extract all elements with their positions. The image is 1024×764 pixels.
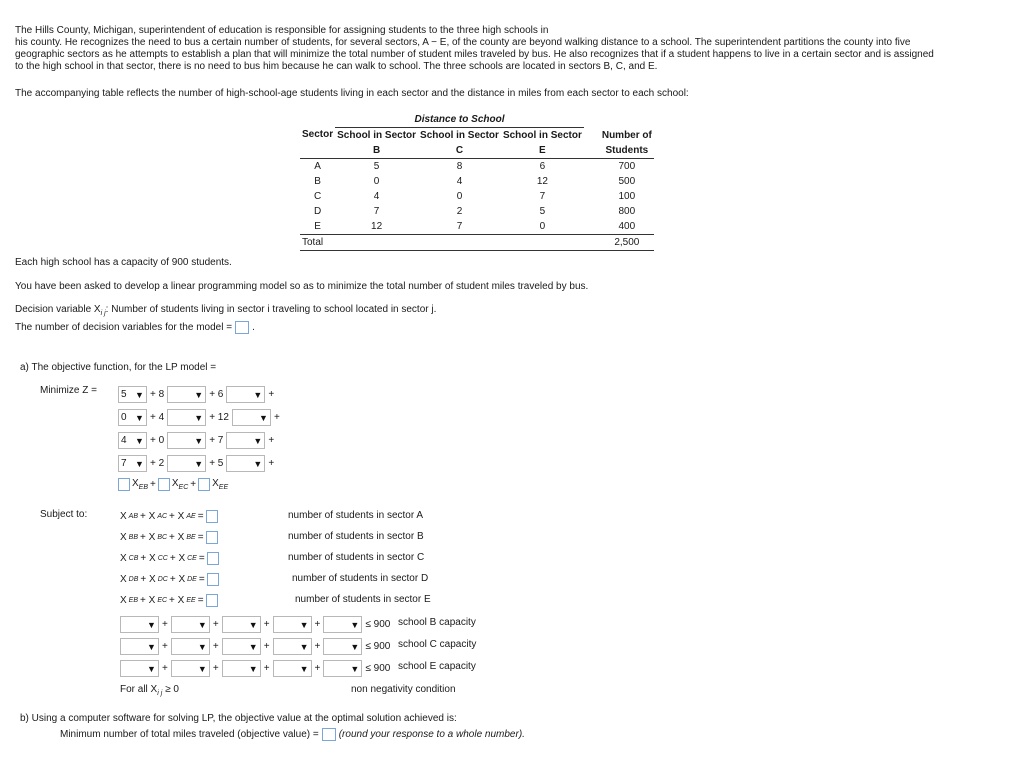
cell: 0 bbox=[456, 191, 463, 202]
chevron-down-icon: ▼ bbox=[299, 619, 309, 630]
coef-select[interactable] bbox=[167, 432, 206, 449]
num-vars-input[interactable] bbox=[235, 321, 249, 334]
nonneg-desc: non negativity condition bbox=[351, 684, 456, 695]
cell: 800 bbox=[618, 206, 636, 217]
chevron-down-icon: ▼ bbox=[258, 412, 268, 423]
cell: 7 bbox=[456, 221, 463, 232]
chevron-down-icon: ▼ bbox=[194, 458, 204, 469]
cell: 5 bbox=[539, 206, 546, 217]
constraint-row: X EB + X EC + X EE = bbox=[120, 594, 218, 607]
var-select[interactable] bbox=[120, 660, 159, 677]
table-total-row bbox=[300, 235, 654, 251]
chevron-down-icon: ▼ bbox=[248, 619, 258, 630]
capacity-row: ▼ + ▼ + ▼ + ▼ + ▼ ≤ 900 bbox=[120, 660, 390, 677]
var-select[interactable] bbox=[120, 616, 159, 633]
cell: 7 bbox=[539, 191, 546, 202]
var-select[interactable] bbox=[273, 660, 312, 677]
plus-term: + 12 bbox=[209, 412, 229, 423]
var-select[interactable] bbox=[222, 616, 261, 633]
col-n-header-2: Students bbox=[584, 143, 654, 159]
rhs-input[interactable] bbox=[206, 510, 218, 523]
chevron-down-icon: ▼ bbox=[299, 663, 309, 674]
cell: 400 bbox=[618, 221, 636, 232]
var-select[interactable] bbox=[323, 660, 362, 677]
coef-select[interactable] bbox=[226, 432, 265, 449]
cell: 100 bbox=[618, 191, 636, 202]
num-vars-label: The number of decision variables for the model = bbox=[15, 322, 233, 333]
objective-value-input[interactable] bbox=[322, 728, 336, 741]
table-row bbox=[300, 189, 654, 204]
plus-term: + 6 bbox=[209, 389, 224, 400]
table-row bbox=[300, 174, 654, 189]
minimize-label: Minimize Z = bbox=[40, 385, 97, 396]
cell: A bbox=[314, 161, 321, 172]
var-select[interactable] bbox=[323, 616, 362, 633]
coef-select[interactable] bbox=[226, 455, 265, 472]
coef-select[interactable] bbox=[226, 386, 265, 403]
chevron-down-icon: ▼ bbox=[253, 389, 263, 400]
chevron-down-icon: ▼ bbox=[194, 412, 204, 423]
chevron-down-icon: ▼ bbox=[135, 435, 144, 446]
table-row bbox=[300, 219, 654, 235]
constraint-desc: number of students in sector C bbox=[288, 552, 425, 563]
plus-term: + 5 bbox=[209, 458, 224, 469]
chevron-down-icon: ▼ bbox=[147, 663, 156, 674]
chevron-down-icon: ▼ bbox=[135, 412, 144, 423]
intro-line-2: his county. He recognizes the need to bus a certain number of students, for several sectors, A − E, of the county are beyond walking distance to a school. The superintendent partitions the county into five bbox=[15, 37, 911, 48]
total-value: 2,500 bbox=[584, 235, 654, 251]
distance-table bbox=[300, 112, 654, 251]
cell: 2 bbox=[456, 206, 463, 217]
chevron-down-icon: ▼ bbox=[197, 641, 207, 652]
intro-paragraph bbox=[15, 25, 1005, 73]
objective-row-1 bbox=[118, 386, 274, 403]
rhs-input[interactable] bbox=[206, 594, 218, 607]
cell: 7 bbox=[373, 206, 380, 217]
chevron-down-icon: ▼ bbox=[135, 389, 144, 400]
table-row bbox=[300, 204, 654, 219]
plus-term: + 2 bbox=[150, 458, 165, 469]
chevron-down-icon: ▼ bbox=[350, 641, 360, 652]
total-label: Total bbox=[300, 235, 335, 251]
coef-select[interactable]: 0 ▼ bbox=[118, 409, 147, 426]
col-sector-header: Sector bbox=[300, 128, 335, 159]
chevron-down-icon: ▼ bbox=[147, 619, 156, 630]
rhs-input[interactable] bbox=[207, 573, 219, 586]
num-vars-row: The number of decision variables for the model = . bbox=[15, 322, 255, 333]
capacity-rhs: ≤ 900 bbox=[365, 663, 391, 674]
capacity-desc: school C capacity bbox=[398, 639, 477, 650]
cell: 6 bbox=[539, 161, 546, 172]
cell: 4 bbox=[373, 191, 380, 202]
plus-sign: + bbox=[268, 458, 275, 469]
part-b-hint: (round your response to a whole number). bbox=[338, 729, 525, 740]
constraint-desc: number of students in sector E bbox=[295, 594, 431, 605]
var-select[interactable] bbox=[171, 660, 210, 677]
intro-line-4: to the high school in that sector, there is no need to bus him because he can walk to school. The three schools are located in sectors B, C, and E. bbox=[15, 61, 658, 72]
constraint-desc: number of students in sector A bbox=[288, 510, 424, 521]
constraint-desc: number of students in sector D bbox=[292, 573, 429, 584]
capacity-rhs: ≤ 900 bbox=[365, 619, 391, 630]
var-select[interactable] bbox=[323, 638, 362, 655]
coef-select[interactable]: 5 ▼ bbox=[118, 386, 147, 403]
objective-row-5: $X_{EB}$ + $X_{EC}$ + $X_{EE}$ bbox=[118, 478, 228, 491]
cell: E bbox=[314, 221, 321, 232]
decision-var-sub: i j bbox=[100, 310, 106, 317]
capacity-text: Each high school has a capacity of 900 students. bbox=[15, 257, 232, 268]
chevron-down-icon: ▼ bbox=[248, 641, 258, 652]
table-row bbox=[300, 159, 654, 175]
cell: C bbox=[313, 191, 322, 202]
cell: D bbox=[313, 206, 322, 217]
coef-select[interactable]: 4 ▼ bbox=[118, 432, 147, 449]
part-b-label: b) Using a computer software for solving LP, the objective value at the optimal solution achieved is: bbox=[20, 713, 457, 724]
cell: 0 bbox=[539, 221, 546, 232]
chevron-down-icon: ▼ bbox=[350, 663, 360, 674]
chevron-down-icon: ▼ bbox=[299, 641, 309, 652]
capacity-desc: school B capacity bbox=[398, 617, 476, 628]
var-select[interactable] bbox=[222, 660, 261, 677]
decision-variable-text bbox=[15, 304, 436, 317]
col-b-header-2: B bbox=[335, 143, 418, 159]
distance-header: Distance to School bbox=[335, 112, 584, 128]
constraint-row: X BB + X BC + X BE = bbox=[120, 531, 218, 544]
subject-to-label: Subject to: bbox=[40, 509, 88, 520]
task-text: You have been asked to develop a linear programming model so as to minimize the total number of student miles traveled by bus. bbox=[15, 281, 589, 292]
var-select[interactable] bbox=[120, 638, 159, 655]
objective-row-2 bbox=[118, 409, 280, 426]
decision-var-prefix: Decision variable X bbox=[15, 304, 101, 315]
plus-term: + 8 bbox=[150, 389, 165, 400]
constraint-row: X AB + X AC + X AE = bbox=[120, 510, 218, 523]
chevron-down-icon: ▼ bbox=[197, 663, 207, 674]
capacity-row: ▼ + ▼ + ▼ + ▼ + ▼ ≤ 900 bbox=[120, 638, 390, 655]
chevron-down-icon: ▼ bbox=[194, 389, 204, 400]
chevron-down-icon: ▼ bbox=[194, 435, 204, 446]
coef-input[interactable] bbox=[118, 478, 130, 491]
part-b-row bbox=[60, 728, 525, 741]
coef-select[interactable] bbox=[167, 409, 206, 426]
coef-select[interactable] bbox=[232, 409, 271, 426]
plus-sign: + bbox=[273, 412, 280, 423]
var-select[interactable] bbox=[171, 638, 210, 655]
intro-line-1: The Hills County, Michigan, superintendent of education is responsible for assigning students to the three high schools in bbox=[15, 25, 549, 36]
capacity-row: ▼ + ▼ + ▼ + ▼ + ▼ ≤ 900 bbox=[120, 616, 390, 633]
capacity-desc: school E capacity bbox=[398, 661, 476, 672]
chevron-down-icon: ▼ bbox=[147, 641, 156, 652]
col-c-header: School in Sector bbox=[420, 130, 499, 141]
objective-row-4 bbox=[118, 455, 274, 472]
nonneg-constraint: For all $X_{i j} \ge 0$ bbox=[120, 684, 179, 697]
coef-input[interactable] bbox=[158, 478, 170, 491]
chevron-down-icon: ▼ bbox=[248, 663, 258, 674]
col-c-header-2: C bbox=[418, 143, 501, 159]
coef-select[interactable] bbox=[167, 386, 206, 403]
cell: B bbox=[314, 176, 321, 187]
chevron-down-icon: ▼ bbox=[350, 619, 360, 630]
plus-sign: + bbox=[268, 435, 275, 446]
constraint-row: X CB + X CC + X CE = bbox=[120, 552, 219, 565]
col-n-header: Number of bbox=[601, 129, 652, 141]
plus-term: + 0 bbox=[150, 435, 165, 446]
coef-select[interactable] bbox=[167, 455, 206, 472]
coef-input[interactable] bbox=[198, 478, 210, 491]
cell: 12 bbox=[536, 176, 548, 187]
plus-term: + 4 bbox=[150, 412, 165, 423]
intro-line-3: geographic sectors as he attempts to establish a plan that will minimize the total number of student miles traveled by bus. He also recognizes that if a student happens to live in a certain sector and is assigned bbox=[15, 49, 934, 60]
table-intro: The accompanying table reflects the number of high-school-age students living in each sector and the distance in miles from each sector to each school: bbox=[15, 88, 689, 99]
chevron-down-icon: ▼ bbox=[135, 458, 144, 469]
constraint-desc: number of students in sector B bbox=[288, 531, 424, 542]
chevron-down-icon: ▼ bbox=[197, 619, 207, 630]
var-select[interactable] bbox=[222, 638, 261, 655]
cell: 700 bbox=[618, 161, 636, 172]
rhs-input[interactable] bbox=[207, 552, 219, 565]
col-e-header: School in Sector bbox=[502, 130, 582, 141]
coef-select[interactable]: 7 ▼ bbox=[118, 455, 147, 472]
rhs-input[interactable] bbox=[206, 531, 218, 544]
cell: 8 bbox=[456, 161, 463, 172]
cell: 0 bbox=[373, 176, 380, 187]
col-b-header: School in Sector bbox=[337, 130, 417, 141]
plus-term: + 7 bbox=[209, 435, 224, 446]
cell: 4 bbox=[456, 176, 463, 187]
constraint-row: X DB + X DC + X DE = bbox=[120, 573, 219, 586]
capacity-rhs: ≤ 900 bbox=[365, 641, 391, 652]
chevron-down-icon: ▼ bbox=[253, 435, 263, 446]
cell: 12 bbox=[371, 221, 383, 232]
objective-row-3 bbox=[118, 432, 274, 449]
col-e-header-2: E bbox=[501, 143, 584, 159]
part-a-label: a) The objective function, for the LP model = bbox=[20, 362, 217, 373]
cell: 500 bbox=[618, 176, 636, 187]
cell: 5 bbox=[373, 161, 380, 172]
chevron-down-icon: ▼ bbox=[253, 458, 263, 469]
var-select[interactable] bbox=[273, 638, 312, 655]
var-select[interactable] bbox=[273, 616, 312, 633]
part-b-prompt: Minimum number of total miles traveled (objective value) = bbox=[60, 729, 319, 740]
plus-sign: + bbox=[268, 389, 275, 400]
var-select[interactable] bbox=[171, 616, 210, 633]
decision-var-suffix: : Number of students living in sector i traveling to school located in sector j. bbox=[105, 304, 437, 315]
